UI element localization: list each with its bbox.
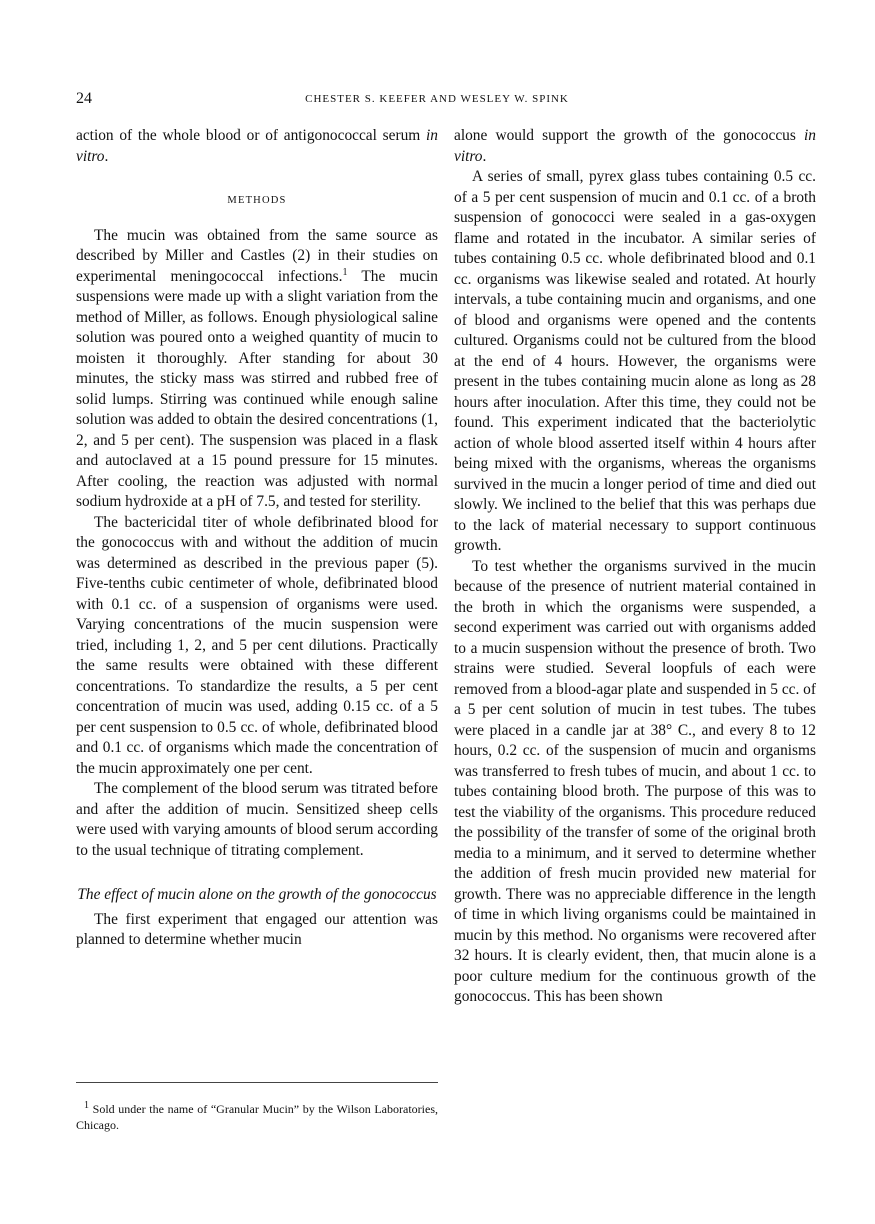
- complement-paragraph: The complement of the blood serum was titrated before and after the addition of mucin. Sensitized sheep cells were used with varying amounts of blood serum according to the usual technique of titrating complement.: [76, 780, 438, 859]
- footnote-marker: 1: [84, 1100, 89, 1111]
- right-column: [454, 126, 816, 1008]
- footnote-area: [76, 1082, 438, 1133]
- running-head: CHESTER S. KEEFER AND WESLEY W. SPINK: [305, 93, 569, 105]
- tube-series-paragraph: A series of small, pyrex glass tubes containing 0.5 cc. of a 5 per cent suspension of mucin and 0.1 cc. of a broth suspension of gonococci were sealed in a gas-oxygen flame and rotated in the incubator. A similar series of tubes containing 0.5 cc. whole defibrinated blood and 0.1 cc. organisms was likewise sealed and rotated. At hourly intervals, a tube containing mucin and organisms, and one of blood and organisms were opened and the contents cultured. Organisms could not be cultured from the blood at the end of 4 hours. However, the organisms were present in the tubes containing mucin alone as long as 28 hours after inoculation. After this time, they could not be found. This experiment indicated that the bacteriolytic action of whole blood asserted itself within 4 hours after being mixed with the organisms, whereas the organisms survived in the mucin a longer period of time and died out slowly. We inclined to the belief that this was perhaps due to the lack of material necessary to support continuous growth.: [454, 168, 816, 554]
- footnote: $^1$ Sold under the name of “Granular Mucin” by the Wilson Laboratories, Chicago.: [76, 1100, 438, 1132]
- methods-heading: METHODS: [227, 195, 287, 206]
- page-number: 24: [76, 90, 92, 107]
- page-header: [76, 88, 798, 110]
- first-experiment-paragraph: The first experiment that engaged our attention was planned to determine whether mucin: [76, 910, 438, 948]
- bactericidal-paragraph: The bactericidal titer of whole defibrinated blood for the gonococcus with and without the addition of mucin was determined as described in the previous paper (5). Five-tenths cubic centimeter of whole, defibrinated blood with 0.1 cc. of a suspension of organisms were used. Varying concentrations of the mucin suspension were tried, including 1, 2, and 5 per cent dilutions. Practically the same results were obtained with these different concentrations. To standardize the results, a 5 per cent concentration of mucin was used, adding 0.15 cc. of a 5 per cent suspension to 0.5 cc. of whole, defibrinated blood and 0.1 cc. of organisms which made the concentration of the mucin approximately one per cent.: [76, 513, 438, 777]
- intro-continuation-paragraph: action of the whole blood or of antigonococcal serum in vitro.: [76, 127, 438, 165]
- continuation-paragraph: alone would support the growth of the gonococcus in vitro.: [454, 127, 816, 165]
- mucin-source-paragraph: The mucin was obtained from the same source as described by Miller and Castles (2) in their studies on experimental meningococcal infections.$^1$ The mucin suspensions were made up with a slight variation from the method of Miller, as follows. Enough physiological saline solution was poured onto a weighed quantity of mucin to moisten it thoroughly. After standing for about 30 minutes, the sticky mass was stirred and rubbed free of solid lumps. Stirring was continued while enough saline solution was added to obtain the desired concentrations (1, 2, and 5 per cent). The suspension was placed in a flask and autoclaved at a 15 pound pressure for 15 minutes. After cooling, the reaction was adjusted with normal sodium hydroxide at a pH of 7.5, and tested for sterility.: [76, 226, 438, 510]
- in-vitro-italic: in vitro: [454, 127, 816, 165]
- in-vitro-italic: in vitro: [76, 127, 438, 165]
- footnote-reference: 1: [342, 266, 348, 278]
- left-column: [76, 126, 438, 951]
- second-experiment-paragraph: To test whether the organisms survived in the mucin because of the presence of nutrient material contained in the broth in which the organisms were suspended, a second experiment was carried out with organisms added to a mucin suspension without the presence of broth. Two strains were studied. Several loopfuls of each were removed from a blood-agar plate and suspended in 5 cc. of a 5 per cent solution of mucin in test tubes. The tubes were placed in a candle jar at 38° C., and every 8 to 12 hours, 0.2 cc. of the suspension of mucin and organisms was transferred to fresh tubes of mucin, and about 1 cc. to tubes containing blood broth. The purpose of this was to test the viability of the organisms. This procedure reduced the possibility of the transfer of some of the original broth media to a minimum, and it served to determine whether the addition of fresh mucin provided new material for growth. There was no appreciable difference in the length of time in which living organisms could be maintained in mucin by this method. No organisms were recovered after 32 hours. It is clearly evident, then, that mucin alone is a poor culture medium for the continuous growth of the gonococcus. This has been shown: [454, 557, 816, 1005]
- effect-of-mucin-heading: The effect of mucin alone on the growth of the gonococcus: [77, 886, 437, 903]
